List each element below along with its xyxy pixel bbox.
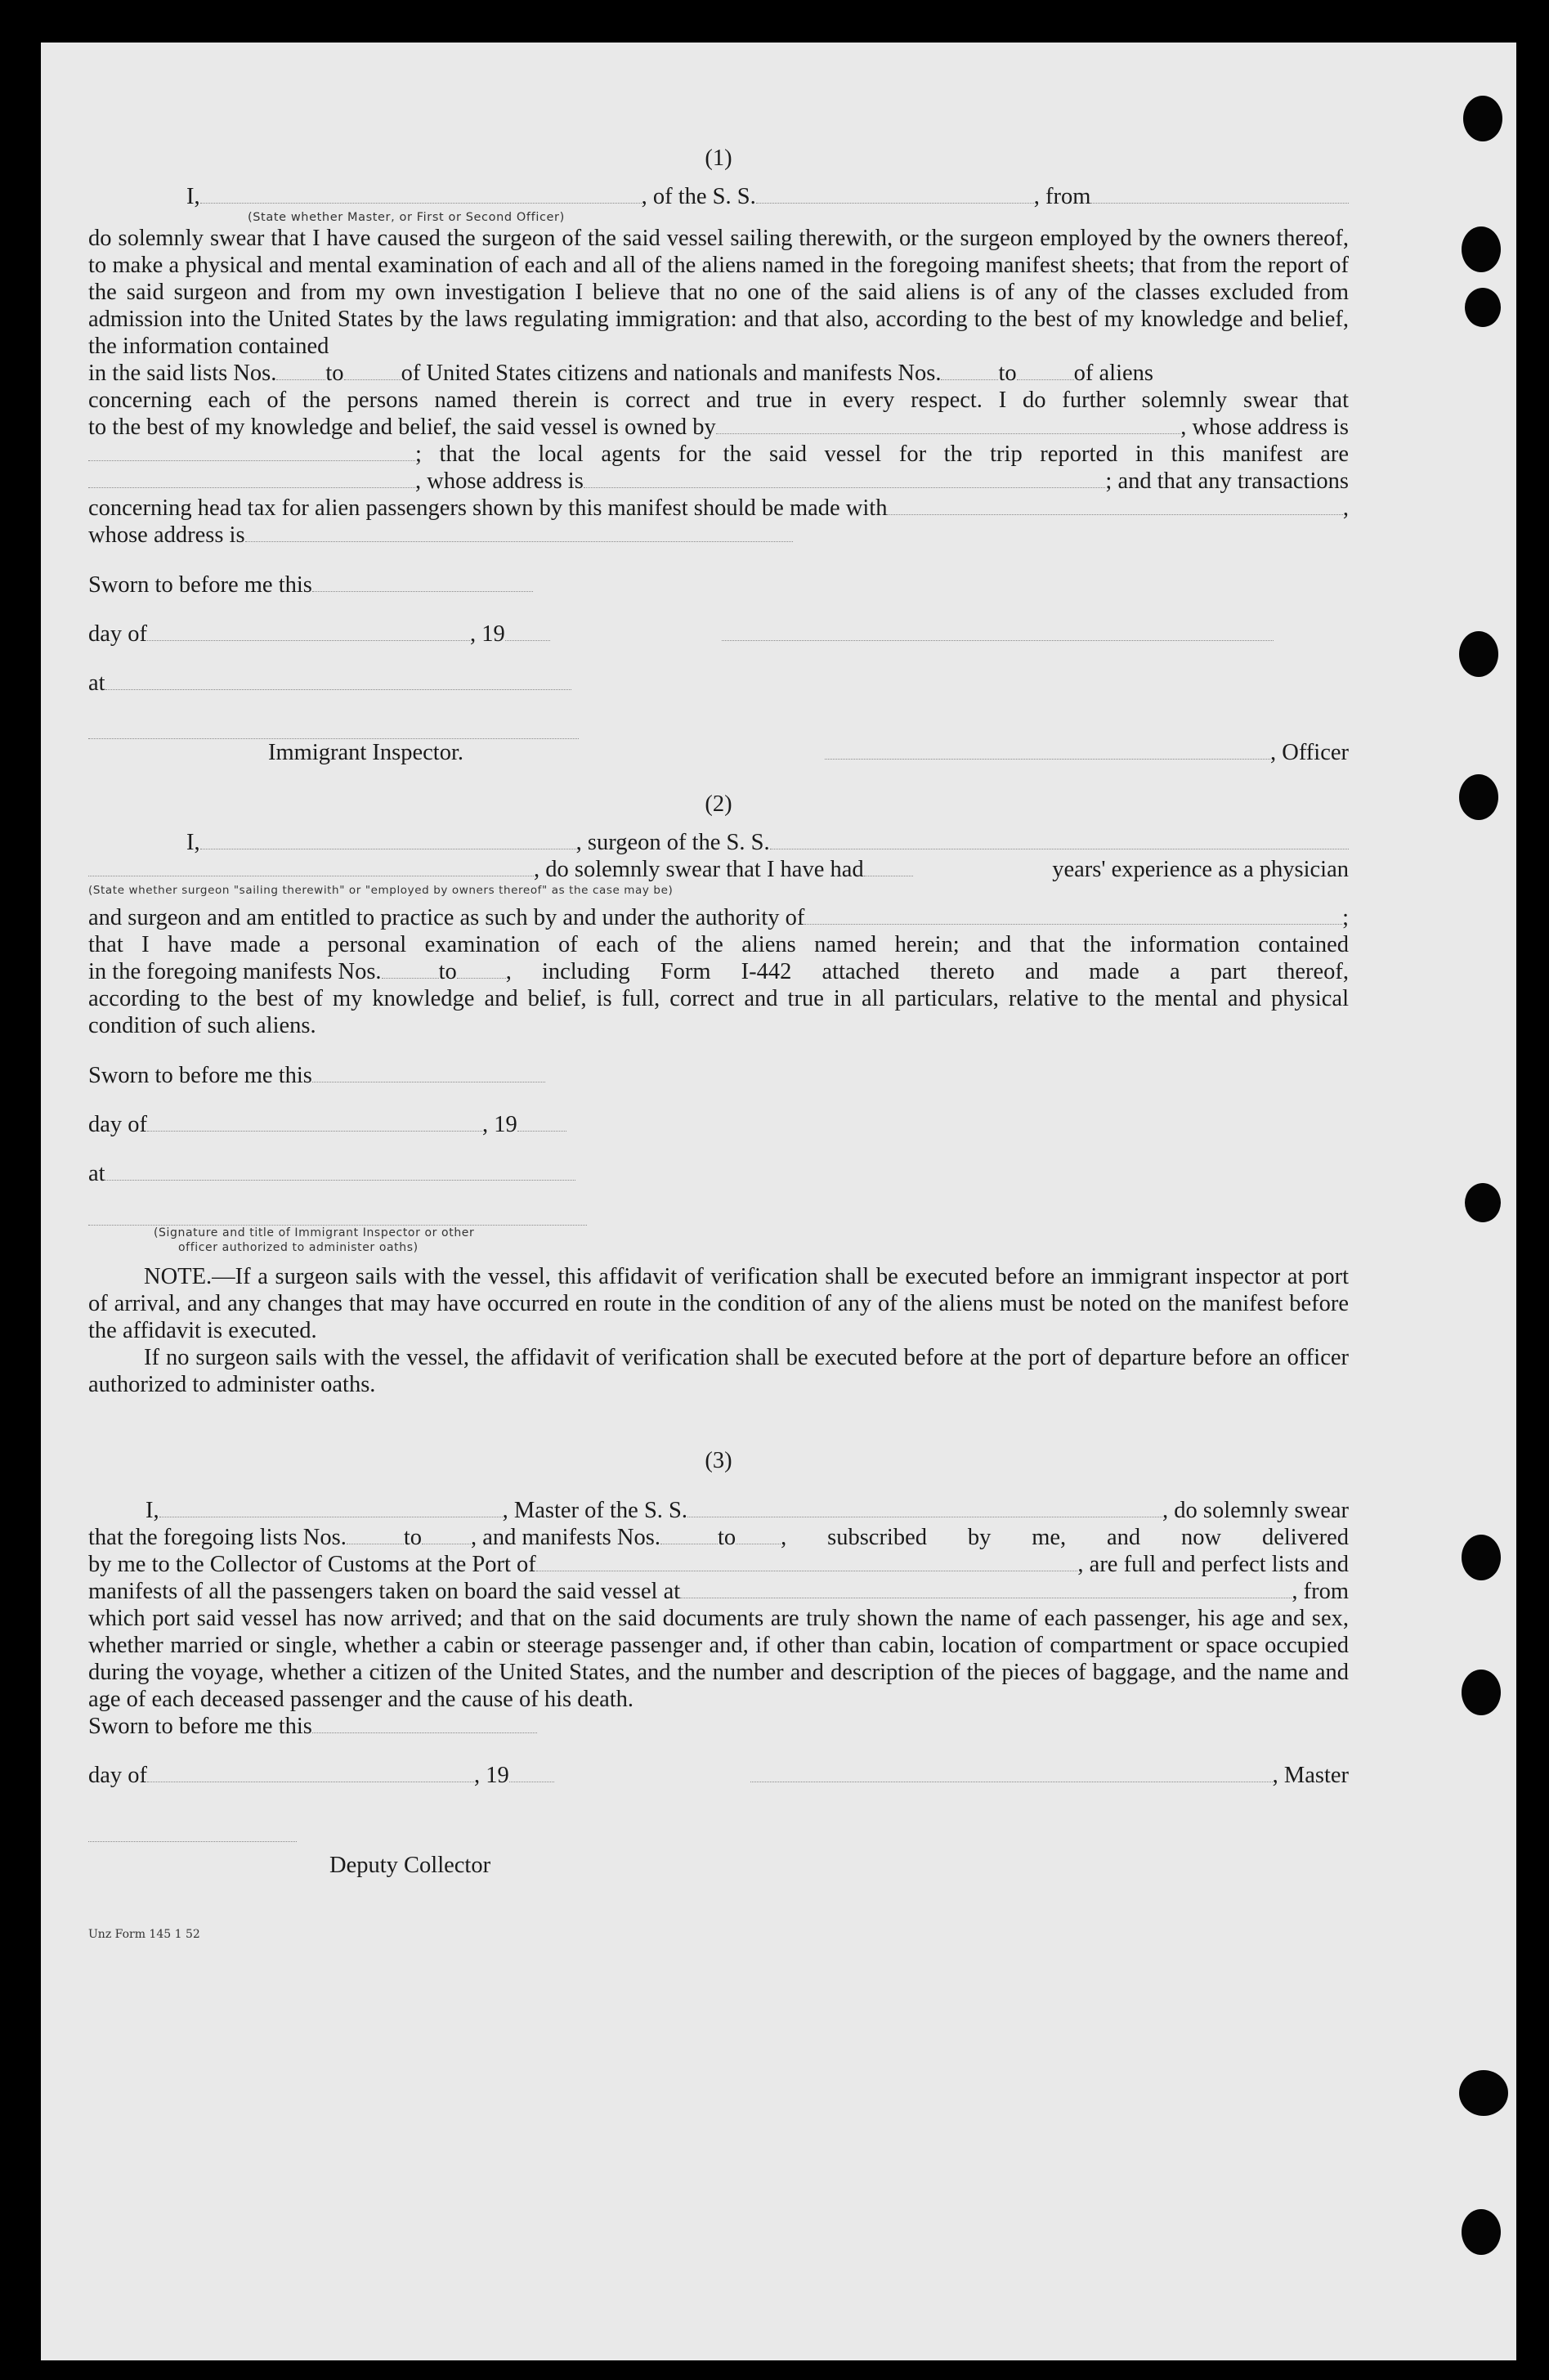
year-prefix: , 19 [474, 1763, 509, 1788]
officer-sublabel: (State whether Master, or First or Second Officer) [248, 211, 565, 224]
label-from: , from [1033, 184, 1091, 209]
officer-label: , Officer [1269, 740, 1349, 765]
address-label: whose address is [88, 522, 245, 548]
swear-label: , do solemnly swear that I have had [534, 857, 864, 882]
boarding-port-field[interactable] [680, 1578, 1292, 1598]
at-label: at [88, 1161, 105, 1186]
head-tax-label: concerning head tax for alien passengers shown by this manifest should be made with [88, 495, 888, 521]
punch-hole [1462, 1670, 1501, 1715]
master-name-field[interactable] [159, 1497, 503, 1517]
place-field[interactable] [105, 1160, 575, 1181]
owner-field[interactable] [716, 414, 1180, 434]
at-label: at [88, 670, 105, 696]
inspector-signature-field[interactable] [88, 1205, 587, 1226]
address-label: , whose address is [415, 468, 584, 494]
swear-label: , do solemnly swear [1162, 1498, 1349, 1523]
head-tax-address-field[interactable] [245, 522, 793, 542]
manifests-from-field[interactable] [660, 1524, 718, 1544]
month-field[interactable] [147, 621, 470, 641]
to-label: to [717, 1525, 736, 1550]
form-body [88, 145, 1349, 1948]
year-prefix: , 19 [482, 1112, 517, 1137]
surgeon-status-field[interactable] [88, 856, 534, 876]
deputy-signature-field[interactable] [88, 1822, 297, 1842]
years-field[interactable] [864, 856, 913, 876]
surgeon-label: , surgeon of the S. S. [575, 830, 770, 855]
place-field[interactable] [105, 670, 571, 690]
section-number: (1) [705, 146, 732, 171]
year-prefix: , 19 [470, 621, 505, 647]
boarded-label: manifests of all the passengers taken on board the said vessel at [88, 1579, 681, 1604]
manifests-label: of United States citizens and nationals and manifests Nos. [401, 361, 942, 386]
form-i442-label: , including Form I-442 attached thereto and made a part thereof, [505, 959, 1349, 984]
authority-field[interactable] [804, 904, 1342, 925]
agents-address-field[interactable] [584, 468, 1106, 488]
aliens-label: of aliens [1073, 361, 1153, 386]
year-field[interactable] [505, 621, 550, 641]
surgeon-sublabel: (State whether surgeon "sailing therewith" or "employed by owners thereof" as the case may be) [88, 884, 674, 897]
manifests-label: in the foregoing manifests Nos. [88, 959, 382, 984]
form-id: Unz Form 145 1 52 [88, 1928, 200, 1941]
manifests-to-field[interactable] [1017, 360, 1074, 380]
lists-label: that the foregoing lists Nos. [88, 1525, 347, 1550]
master-label: , Master of the S. S. [502, 1498, 688, 1523]
manifests-from-field[interactable] [941, 360, 998, 380]
lists-to-field[interactable] [422, 1524, 471, 1544]
authority-label: and surgeon and am entitled to practice as such by and under the authority of [88, 905, 805, 930]
oath-paragraph: concerning each of the persons named therein is correct and true in every respect. I do further solemnly swear that [88, 388, 1349, 413]
address-label: , whose address is [1180, 415, 1349, 440]
punch-hole [1465, 1183, 1501, 1222]
signature-sublabel: officer authorized to administer oaths) [178, 1241, 419, 1254]
day-of-label: day of [88, 1112, 148, 1137]
owner-address-field[interactable] [88, 441, 415, 461]
from-label: , from [1292, 1579, 1349, 1604]
year-field[interactable] [517, 1111, 566, 1132]
note-paragraph: If no surgeon sails with the vessel, the affidavit of verification shall be executed before at the port of departure before an officer authorized to administer oaths. [88, 1345, 1349, 1397]
to-label: to [403, 1525, 423, 1550]
master-title-label: , Master [1272, 1763, 1349, 1788]
section-number: (3) [705, 1448, 732, 1473]
to-label: to [998, 361, 1017, 386]
officer-name-field[interactable] [200, 183, 642, 204]
to-label: to [438, 959, 457, 984]
lists-full-label: , are full and perfect lists and [1077, 1552, 1349, 1577]
year-field[interactable] [509, 1762, 554, 1782]
agents-field[interactable] [88, 468, 415, 488]
lists-to-field[interactable] [344, 360, 401, 380]
day-of-label: day of [88, 1763, 148, 1788]
punch-hole [1459, 774, 1498, 820]
to-label: to [325, 361, 344, 386]
document-page [41, 43, 1516, 2360]
officer-title-field[interactable] [825, 739, 1270, 760]
punch-hole [1459, 631, 1498, 677]
manifests-to-field[interactable] [457, 958, 506, 979]
oath-paragraph: which port said vessel has now arrived; and that on the said documents are truly shown the name of each passenger, his age and sex, whether married or single, whether a cabin or steerage passenger and, if other than cabin, location of compartment or space occupied during the voyage, whether a citizen of the United States, and the number and description of the pieces of baggage, and the name and age of each deceased passenger and the cause of his death. [88, 1606, 1349, 1712]
oath-paragraph: do solemnly swear that I have caused the surgeon of the said vessel sailing therewith, or the surgeon employed by the owners thereof, to make a physical and mental examination of each and all of the aliens named in the foregoing manifest sheets; that from the report of the said surgeon and from my own investigation I believe that no one of the said aliens is of any of the classes excluded from admission into the United States by the laws regulating immigration: and that also, according to the best of my knowledge and belief, the information contained [88, 226, 1349, 359]
semicolon: ; [1342, 905, 1349, 930]
inspector-label: Immigrant Inspector. [268, 740, 464, 765]
lists-label: in the said lists Nos. [88, 361, 277, 386]
vessel-name-field[interactable] [756, 183, 1034, 204]
section-2 [88, 791, 1349, 1398]
sworn-label: Sworn to before me this [88, 1063, 312, 1088]
punch-hole [1462, 2209, 1501, 2255]
punch-hole [1462, 226, 1501, 272]
sworn-label: Sworn to before me this [88, 1714, 312, 1739]
sworn-day-field[interactable] [312, 1062, 545, 1082]
officer-signature-field[interactable] [722, 621, 1274, 641]
punch-hole [1459, 2070, 1508, 2116]
departure-port-field[interactable] [1090, 183, 1349, 204]
port-label: by me to the Collector of Customs at the Port of [88, 1552, 536, 1577]
punch-hole [1462, 1535, 1501, 1580]
port-field[interactable] [536, 1551, 1078, 1571]
sworn-day-field[interactable] [312, 571, 533, 592]
oath-paragraph: that I have made a personal examination of each of the aliens named herein; and that the information contained [88, 932, 1349, 957]
lists-from-field[interactable] [347, 1524, 404, 1544]
surgeon-name-field[interactable] [200, 829, 576, 849]
label-i: I, [186, 184, 200, 209]
deputy-collector-label: Deputy Collector [329, 1853, 491, 1878]
vessel-name-field[interactable] [770, 829, 1349, 849]
note-paragraph: NOTE.—If a surgeon sails with the vessel, this affidavit of verification shall be executed before an immigrant inspector at port of arrival, and any changes that may have occurred en route in the condition of any of the aliens must be noted on the manifest before the affidavit is executed. [88, 1264, 1349, 1343]
section-1 [88, 145, 1349, 768]
owner-label: to the best of my knowledge and belief, the said vessel is owned by [88, 415, 716, 440]
label-i: I, [145, 1498, 159, 1523]
agents-label: ; that the local agents for the said vessel for the trip reported in this manifest are [415, 441, 1349, 467]
signature-sublabel: (Signature and title of Immigrant Inspector or other [154, 1226, 475, 1239]
day-of-label: day of [88, 621, 148, 647]
manifests-to-field[interactable] [736, 1524, 781, 1544]
oath-paragraph: according to the best of my knowledge and belief, is full, correct and true in all particulars, relative to the mental and physical condition of such aliens. [88, 986, 1349, 1038]
section-3 [88, 1447, 1349, 1879]
section-number: (2) [705, 791, 732, 817]
manifests-from-field[interactable] [382, 958, 439, 979]
manifests-label: , and manifests Nos. [471, 1525, 660, 1550]
lists-from-field[interactable] [276, 360, 325, 380]
master-signature-field[interactable] [750, 1762, 1273, 1782]
punch-hole [1465, 288, 1501, 327]
sworn-label: Sworn to before me this [88, 572, 312, 598]
experience-label: years' experience as a physician [1052, 857, 1349, 882]
month-field[interactable] [147, 1762, 474, 1782]
vessel-name-field[interactable] [687, 1497, 1162, 1517]
transactions-label: ; and that any transactions [1105, 468, 1349, 494]
label-of-ss: , of the S. S. [641, 184, 756, 209]
label-i: I, [186, 830, 200, 855]
inspector-signature-field[interactable] [88, 719, 579, 739]
sworn-day-field[interactable] [312, 1713, 537, 1733]
head-tax-agent-field[interactable] [887, 495, 1342, 515]
punch-hole [1463, 96, 1502, 141]
delivered-label: , subscribed by me, and now delivered [781, 1525, 1349, 1550]
month-field[interactable] [147, 1111, 482, 1132]
comma: , [1342, 495, 1349, 521]
